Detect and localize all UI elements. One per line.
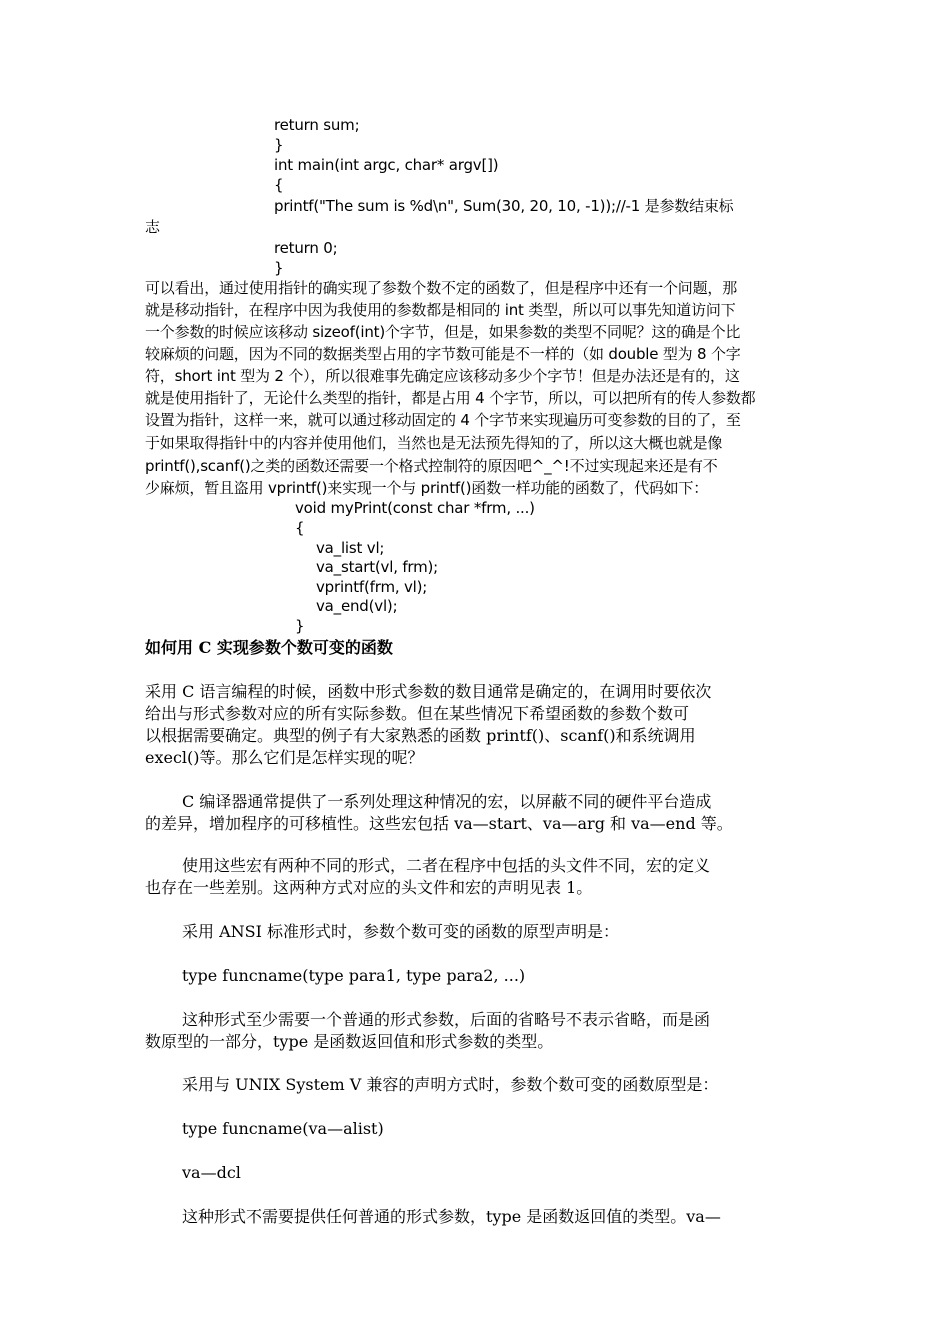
paragraph-line: 也存在一些差别。这两种方式对应的头文件和宏的声明见表 1。 <box>145 878 593 897</box>
code-line: } <box>295 617 305 635</box>
code-line: return sum; <box>274 116 360 134</box>
paragraph-line: execl()等。那么它们是怎样实现的呢？ <box>145 748 424 767</box>
paragraph-line: printf(),scanf()之类的函数还需要一个格式控制符的原因吧^_^!不过实现起来还是有不 <box>145 457 718 475</box>
paragraph-line: 设置为指针，这样一来，就可以通过移动固定的 4 个字节来实现遍历可变参数的目的了，至 <box>145 411 741 429</box>
paragraph-line: 这种形式不需要提供任何普通的形式参数，type 是函数返回值的类型。va— <box>182 1207 721 1226</box>
code-line: { <box>274 176 284 194</box>
paragraph-line: 较麻烦的问题，因为不同的数据类型占用的字节数可能是不一样的（如 double 型为 8 个字 <box>145 345 741 363</box>
paragraph-line: 就是使用指针了，无论什么类型的指针，都是占用 4 个字节，所以，可以把所有的传人参数都 <box>145 389 756 407</box>
paragraph-line: 采用 C 语言编程的时候，函数中形式参数的数目通常是确定的，在调用时要依次 <box>145 682 712 701</box>
code-line: va—dcl <box>182 1163 241 1182</box>
paragraph-line: 于如果取得指针中的内容并使用他们，当然也是无法预先得知的了，所以这大概也就是像 <box>145 434 723 452</box>
paragraph-line: 的差异，增加程序的可移植性。这些宏包括 va—start、va—arg 和 va—end 等。 <box>145 814 733 833</box>
code-line: int main(int argc, char* argv[]) <box>274 156 499 174</box>
paragraph-line: 这种形式至少需要一个普通的形式参数，后面的省略号不表示省略，而是函 <box>182 1010 711 1029</box>
code-line: } <box>274 136 284 154</box>
code-line: vprintf(frm, vl); <box>316 578 428 596</box>
paragraph-line: 就是移动指针，在程序中因为我使用的参数都是相同的 int 类型，所以可以事先知道访问下 <box>145 301 736 319</box>
paragraph-line: 采用 ANSI 标准形式时，参数个数可变的函数的原型声明是： <box>182 922 620 941</box>
code-line: 志 <box>145 218 160 236</box>
code-line: return 0; <box>274 239 338 257</box>
code-line: type funcname(type para1, type para2, ...) <box>182 966 526 985</box>
section-title: 如何用 C 实现参数个数可变的函数 <box>145 638 393 657</box>
paragraph-line: 符，short int 型为 2 个），所以很难事先确定应该移动多少个字节！但是办法还是有的，这 <box>145 367 740 385</box>
code-line: { <box>295 519 305 537</box>
code-line: va_end(vl); <box>316 597 398 615</box>
paragraph-line: 一个参数的时候应该移动 sizeof(int)个字节，但是，如果参数的类型不同呢？这的确是个比 <box>145 323 741 341</box>
code-line: } <box>274 259 284 277</box>
code-line: printf("The sum is %d\n", Sum(30, 20, 10, -1));//-1 是参数结束标 <box>274 197 734 215</box>
paragraph-line: 使用这些宏有两种不同的形式，二者在程序中包括的头文件不同，宏的定义 <box>182 856 711 875</box>
code-line: va_list vl; <box>316 539 385 557</box>
paragraph-line: 采用与 UNIX System V 兼容的声明方式时，参数个数可变的函数原型是： <box>182 1075 719 1094</box>
paragraph-line: C 编译器通常提供了一系列处理这种情况的宏，以屏蔽不同的硬件平台造成 <box>182 792 712 811</box>
paragraph-line: 给出与形式参数对应的所有实际参数。但在某些情况下希望函数的参数个数可 <box>145 704 690 723</box>
paragraph-line: 可以看出，通过使用指针的确实现了参数个数不定的函数了，但是程序中还有一个问题，那 <box>145 279 738 297</box>
code-line: va_start(vl, frm); <box>316 558 439 576</box>
code-line: void myPrint(const char *frm, ...) <box>295 499 535 517</box>
paragraph-line: 以根据需要确定。典型的例子有大家熟悉的函数 printf()、scanf()和系统调用 <box>145 726 696 745</box>
code-line: type funcname(va—alist) <box>182 1119 384 1138</box>
paragraph-line: 数原型的一部分，type 是函数返回值和形式参数的类型。 <box>145 1032 554 1051</box>
paragraph-line: 少麻烦，暂且盗用 vprintf()来实现一个与 printf()函数一样功能的函数了，代码如下： <box>145 479 709 497</box>
